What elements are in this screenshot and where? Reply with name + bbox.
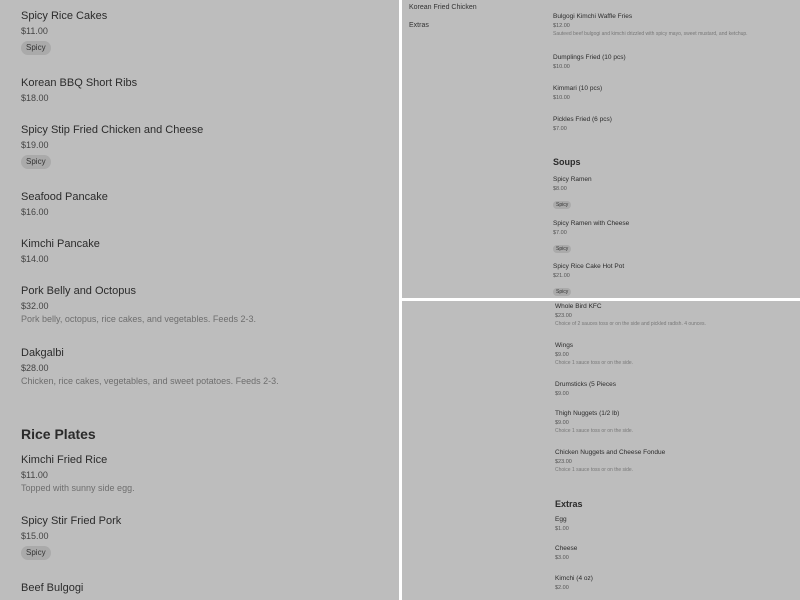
spicy-badge: Spicy [553,201,571,209]
menu-item[interactable] [553,13,748,37]
item-price: $10.00 [553,95,570,101]
item-name: Pickles Fried (6 pcs) [553,116,612,123]
item-description: Choice 1 sauce toss or on the side. [555,428,634,434]
item-name: Seafood Pancake [21,191,108,203]
item-price: $32.00 [21,301,49,311]
item-name: Spicy Ramen [553,176,592,183]
item-price: $11.00 [21,26,48,36]
item-name: Pork Belly and Octopus [21,285,136,297]
menu-item[interactable] [21,77,137,104]
menu-item[interactable] [21,582,83,595]
menu-item[interactable] [21,454,135,494]
item-name: Spicy Ramen with Cheese [553,220,630,227]
item-name: Kimchi (4 oz) [555,575,593,582]
category-link-extras[interactable]: Extras [409,22,429,29]
menu-item[interactable] [553,85,602,102]
item-price: $18.00 [21,93,49,103]
section-heading-extras: Extras [555,499,583,509]
item-description: Topped with sunny side egg. [21,483,135,493]
spicy-badge: Spicy [21,155,51,169]
menu-item[interactable] [555,545,577,562]
item-price: $28.00 [21,363,49,373]
section-heading-soups: Soups [553,157,581,167]
menu-item[interactable] [553,54,626,71]
item-price: $9.00 [555,391,569,397]
category-link-korean-fried-chicken[interactable]: Korean Fried Chicken [409,4,477,11]
menu-item[interactable] [555,342,633,366]
item-name: Spicy Rice Cake Hot Pot [553,263,625,270]
item-price: $23.00 [555,313,572,319]
item-price: $2.00 [555,585,569,591]
menu-item[interactable] [555,410,633,434]
menu-item[interactable] [553,220,629,255]
item-description: Pork belly, octopus, rice cakes, and vegetables. Feeds 2-3. [21,314,256,324]
item-description: Sauteed beef bulgogi and kimchi drizzled with spicy mayo, sweet mustard, and ketchup. [553,31,748,37]
item-price: $9.00 [555,352,569,358]
item-description: Choice 1 sauce toss or on the side. [555,467,634,473]
item-price: $9.00 [555,420,569,426]
spicy-badge: Spicy [21,546,51,560]
item-price: $16.00 [21,207,49,217]
item-price: $21.00 [553,273,570,279]
item-name: Dakgalbi [21,347,64,359]
item-name: Egg [555,516,567,523]
item-name: Thigh Nuggets (1/2 lb) [555,410,620,417]
item-name: Cheese [555,545,578,552]
section-heading-rice-plates: Rice Plates [21,426,96,442]
menu-item[interactable] [21,238,100,265]
menu-item[interactable] [555,303,706,327]
menu-panel-right-top [402,0,800,298]
menu-item[interactable] [553,263,624,298]
item-price: $14.00 [21,254,49,264]
spicy-badge: Spicy [553,245,571,253]
item-name: Chicken Nuggets and Cheese Fondue [555,449,666,456]
item-name: Korean BBQ Short Ribs [21,77,138,89]
item-price: $11.00 [21,470,48,480]
menu-panel-left [0,0,399,600]
item-name: Bulgogi Kimchi Waffle Fries [553,13,633,20]
menu-item[interactable] [21,10,107,55]
item-price: $19.00 [21,140,49,150]
item-description: Chicken, rice cakes, vegetables, and sweet potatoes. Feeds 2-3. [21,376,279,386]
menu-item[interactable] [555,381,616,398]
item-price: $1.00 [555,526,569,532]
menu-item[interactable] [21,124,203,169]
menu-item[interactable] [21,347,279,387]
item-name: Kimchi Pancake [21,238,100,250]
item-description: Choice 1 sauce toss or on the side. [555,360,634,366]
menu-item[interactable] [553,116,612,133]
item-name: Spicy Rice Cakes [21,10,108,22]
item-price: $10.00 [553,64,570,70]
menu-item[interactable] [21,285,256,325]
menu-item[interactable] [555,449,665,473]
item-name: Drumsticks (5 Pieces [555,381,617,388]
menu-item[interactable] [553,176,592,211]
item-price: $7.00 [553,126,567,132]
menu-item[interactable] [555,516,569,533]
item-name: Whole Bird KFC [555,303,602,310]
item-name: Dumplings Fried (10 pcs) [553,54,626,61]
item-price: $12.00 [553,23,570,29]
item-price: $23.00 [555,459,572,465]
menu-panel-right-bottom [402,301,800,600]
item-name: Wings [555,342,574,349]
item-name: Beef Bulgogi [21,582,84,594]
item-name: Spicy Stir Fried Pork [21,515,122,527]
item-price: $7.00 [553,230,567,236]
item-name: Spicy Stip Fried Chicken and Cheese [21,124,204,136]
item-price: $3.00 [555,555,569,561]
item-price: $8.00 [553,186,567,192]
item-description: Choice of 2 sauces toss or on the side and pickled radish. 4 ounces. [555,321,706,327]
menu-item[interactable] [21,515,121,560]
item-name: Kimchi Fried Rice [21,454,108,466]
spicy-badge: Spicy [553,288,571,296]
item-name: Kimmari (10 pcs) [553,85,603,92]
menu-item[interactable] [21,191,108,218]
spicy-badge: Spicy [21,41,51,55]
item-price: $15.00 [21,531,49,541]
menu-item[interactable] [555,575,593,592]
